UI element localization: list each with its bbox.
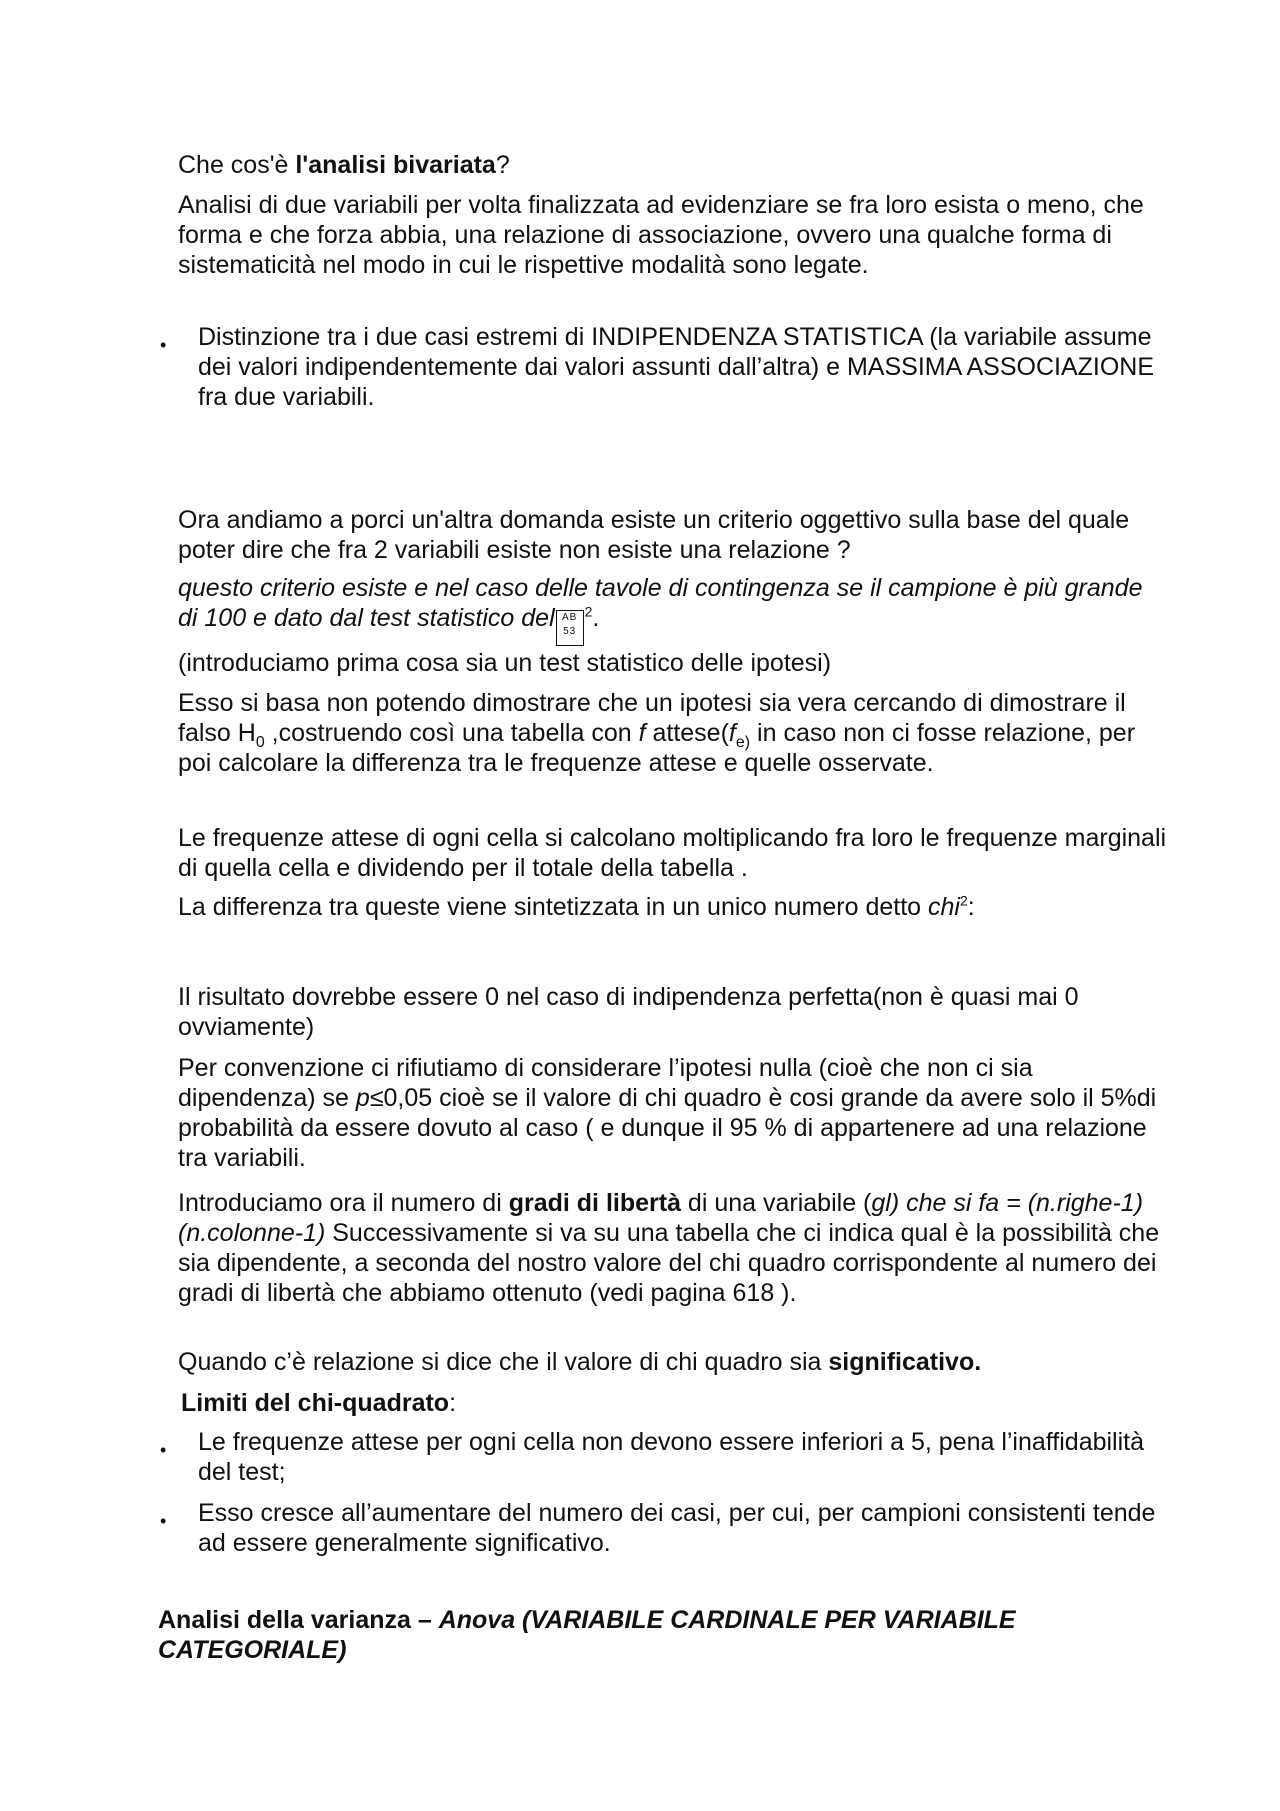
bullet-item-independence: Distinzione tra i due casi estremi di INDIPENDENZA STATISTICA (la variabile assume dei valori indipendentemente dai valori assunti dall’altra) e MASSIMA ASSOCIAZIONE fra due variabili. xyxy=(198,323,1155,411)
null-hypothesis-paragraph: Esso si basa non potendo dimostrare che un ipotesi sia vera cercando di dimostrare il falso $H_0$ ,costruendo così una tabella con f $attese(f_{e)}$ in caso non ci fosse relazione, per poi calcolare la differenza tra le frequenze attese e quelle osservate. xyxy=(178,689,1136,777)
degrees-of-freedom-paragraph: Introduciamo ora il numero di gradi di libertà di una variabile (gl) che si fa = (n.righe-1)(n.colonne-1) Successivamente si va su una tabella che ci indica qual è la possibilità che sia dipendente, a seconda del nostro valore del chi quadro corrispondente al numero dei gradi di libertà che abbiamo ottenuto (vedi pagina 618 ). xyxy=(178,1189,1160,1307)
bullet-marker: • xyxy=(160,335,167,355)
question-heading: Che cos'è l'analisi bivariata? xyxy=(178,151,510,179)
limits-heading: Limiti del chi-quadrato: xyxy=(181,1389,457,1417)
bullet-item-expected-frequencies: Le frequenze attese per ogni cella non devono essere inferiori a 5, pena l’inaffidabilità del test; xyxy=(198,1428,1145,1486)
significance-convention-paragraph: Per convenzione ci rifiutiamo di considerare l’ipotesi nulla (cioè che non ci sia dipendenza) se p≤0,05 cioè se il valore di chi quadro è cosi grande da avere solo il 5%di probabilità da essere dovuto al caso ( e dunque il 95 % di appartenere ad una relazione tra variabili. xyxy=(178,1054,1157,1172)
expected-frequencies-paragraph: Le frequenze attese di ogni cella si calcolano moltiplicando fra loro le frequenze marginali di quella cella e dividendo per il totale della tabella . xyxy=(178,824,1167,882)
definition-paragraph: Analisi di due variabili per volta finalizzata ad evidenziare se fra loro esista o meno, che forma e che forza abbia, una relazione di associazione, ovvero una qualche forma di sistematicità nel modo in cui le rispettive modalità sono legate. xyxy=(178,191,1144,279)
hypothesis-test-note: (introduciamo prima cosa sia un test statistico delle ipotesi) xyxy=(178,649,832,677)
bullet-item-sample-size: Esso cresce all’aumentare del numero dei casi, per cui, per campioni consistenti tende ad essere generalmente significativo. xyxy=(198,1499,1156,1557)
criterion-question-paragraph: Ora andiamo a porci un'altra domanda esiste un criterio oggettivo sulla base del quale poter dire che fra 2 variabili esiste non esiste una relazione ? xyxy=(178,506,1130,564)
anova-section-heading: Analisi della varianza – Anova (VARIABILE CARDINALE PER VARIABILE CATEGORIALE) xyxy=(158,1606,1016,1664)
bullet-marker: • xyxy=(160,1440,167,1460)
bullet-marker: • xyxy=(160,1511,167,1531)
significance-paragraph: Quando c’è relazione si dice che il valore di chi quadro sia significativo. xyxy=(178,1348,982,1376)
perfect-independence-paragraph: Il risultato dovrebbe essere 0 nel caso di indipendenza perfetta(non è quasi mai 0 ovviamente) xyxy=(178,983,1079,1041)
chi-square-criterion-paragraph: questo criterio esiste e nel caso delle tavole di contingenza se il campione è più grande di 100 e dato dal test statistico del AB 53 $^2$. xyxy=(178,573,1168,646)
chi-square-definition: La differenza tra queste viene sintetizzata in un unico numero detto chi$^2$: xyxy=(178,892,975,921)
missing-glyph-icon: AB 53 xyxy=(556,610,584,646)
